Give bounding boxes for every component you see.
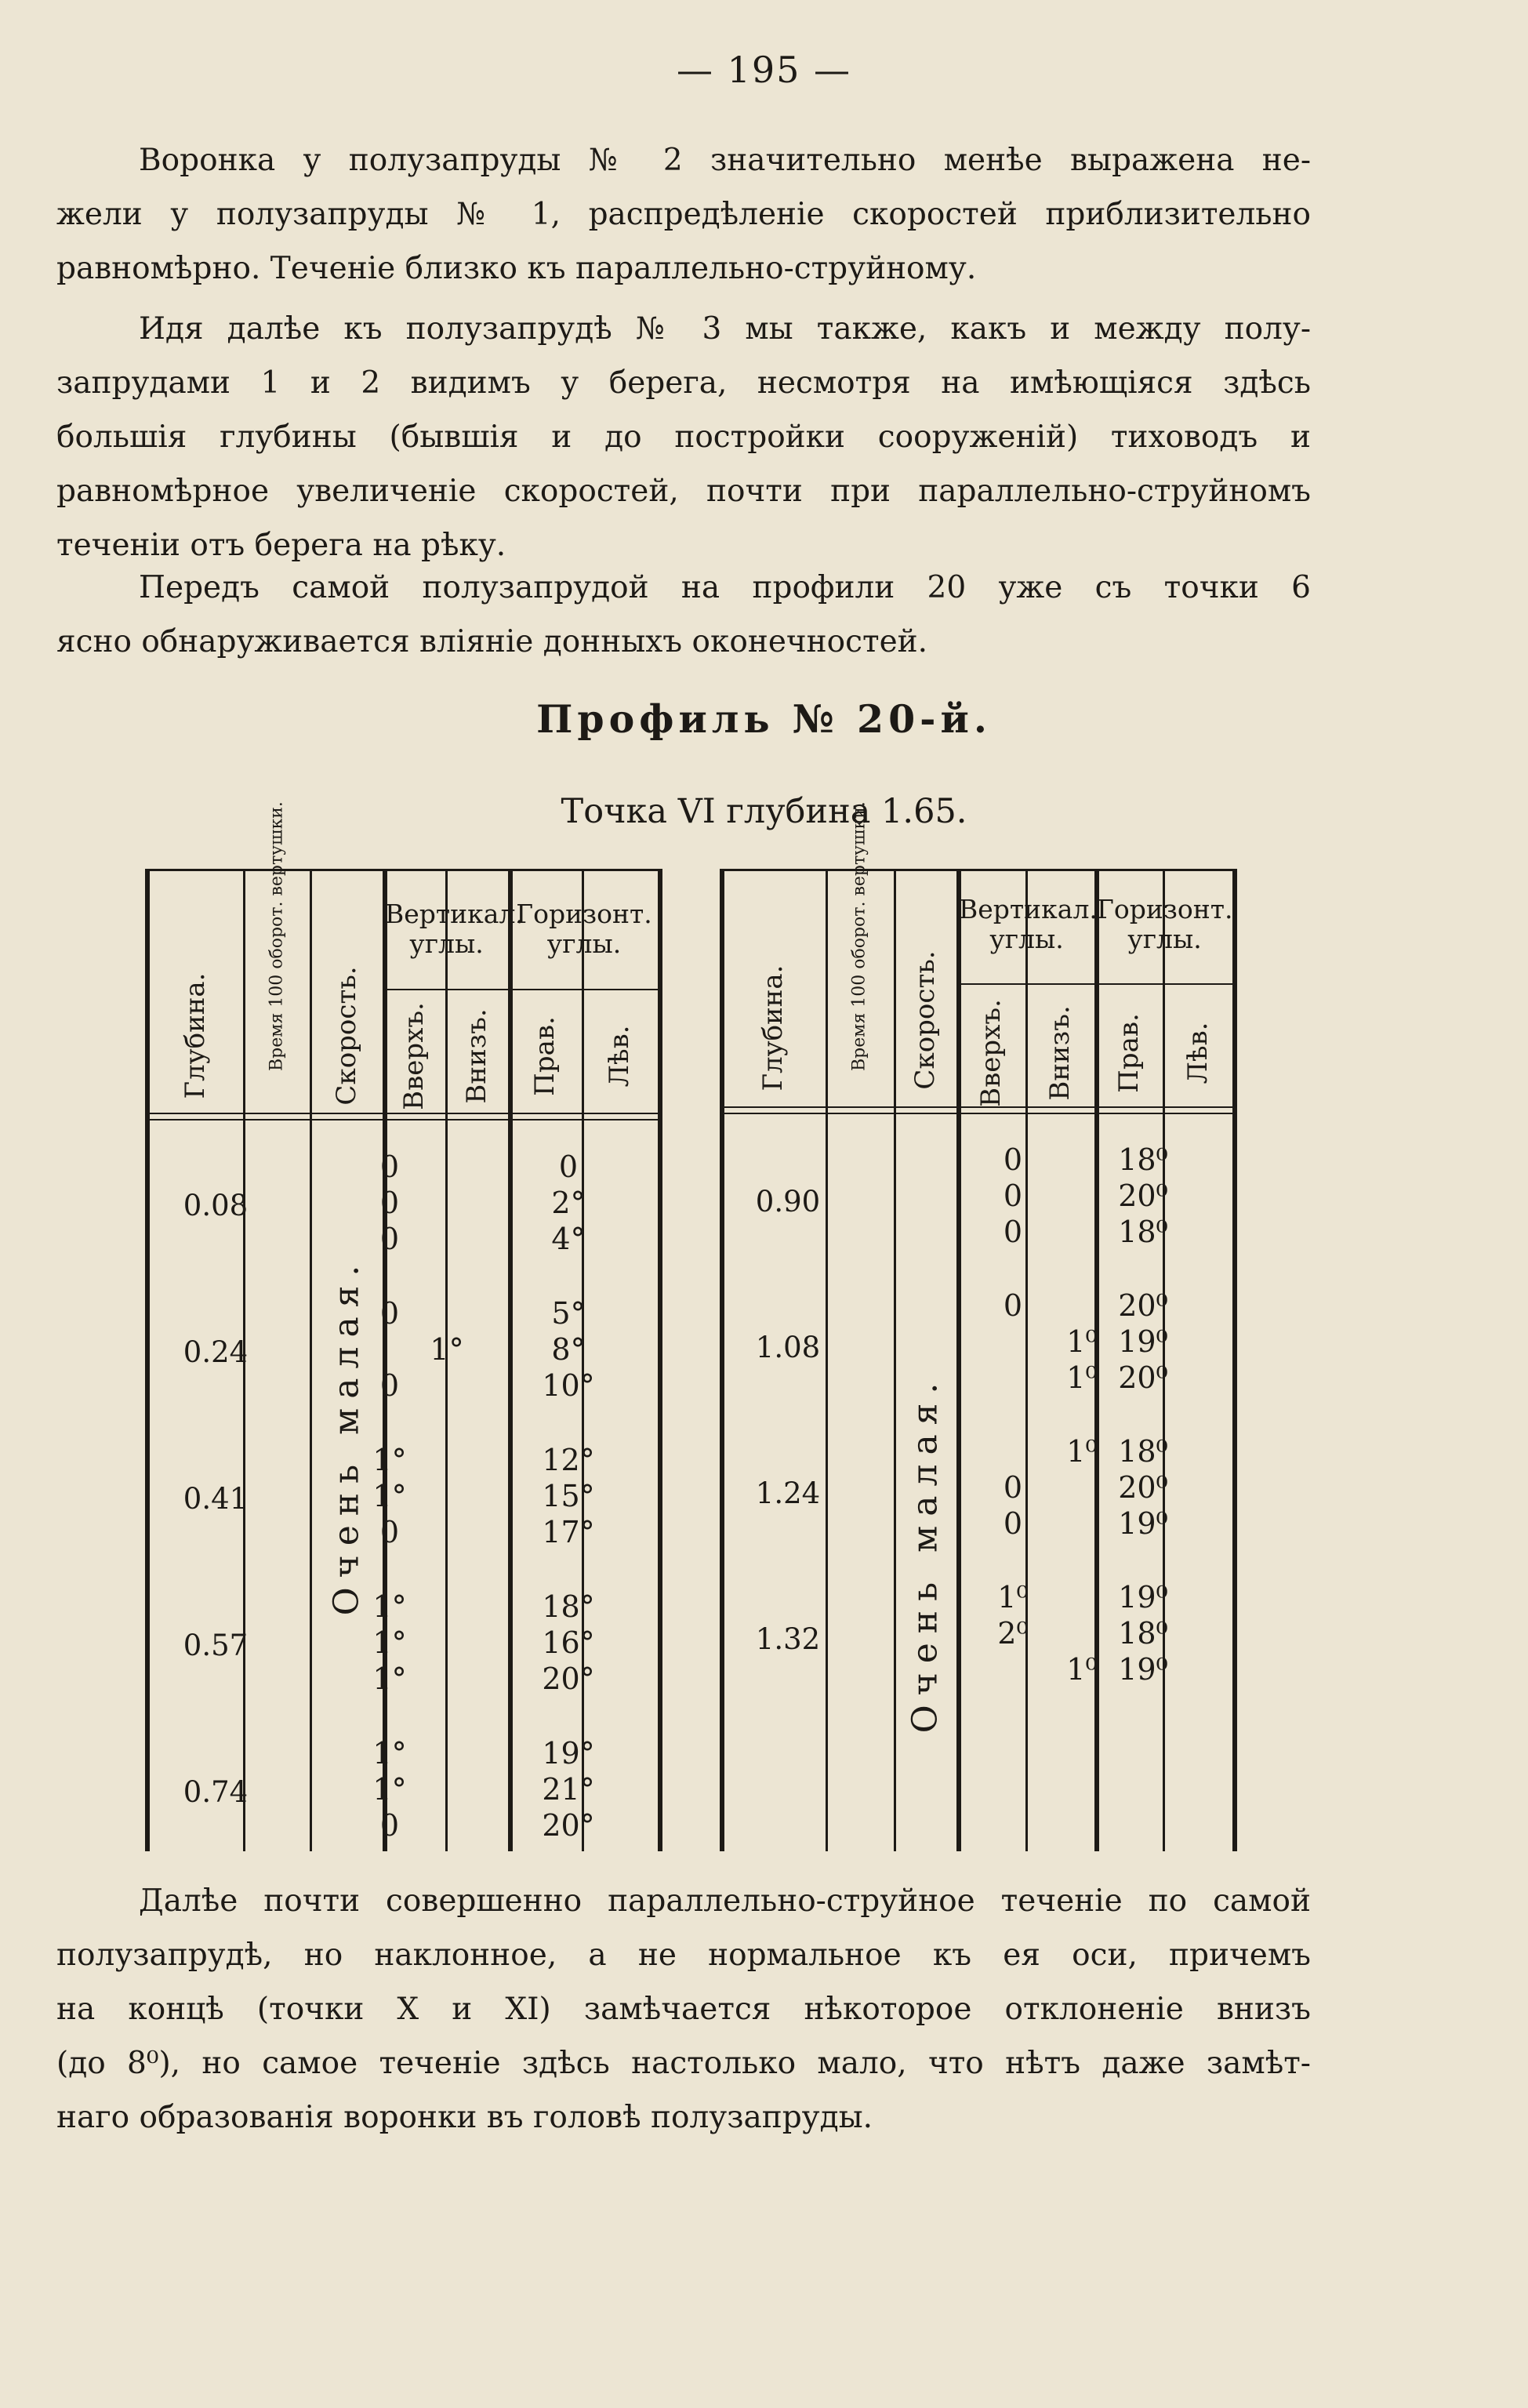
text-line: жели у полузапруды № 1, распредѣленіе скоростей приблизительно xyxy=(56,197,1311,232)
text-line: Воронка у полузапруды № 2 значительно менѣе выражена не- xyxy=(139,143,1311,178)
text-line: Далѣе почти совершенно параллельно-струйное теченіе по самой xyxy=(139,1883,1311,1919)
cell-depth: 0.41 xyxy=(183,1482,249,1516)
text-line: (до 8⁰), но самое теченіе здѣсь настолько мало, что нѣтъ даже замѣт- xyxy=(56,2046,1311,2081)
cell-horizontal-right: 4° xyxy=(551,1222,586,1256)
header-right: Прав. xyxy=(1113,1013,1145,1093)
cell-depth: 1.24 xyxy=(755,1476,821,1510)
cell-vertical-down: 1⁰ xyxy=(1066,1324,1098,1359)
cell-depth: 0.90 xyxy=(755,1185,821,1219)
cell-horizontal-right: 5° xyxy=(551,1296,586,1331)
text-line: равномѣрно. Теченіе близко къ параллельно-струйному. xyxy=(56,251,977,286)
cell-horizontal-right: 18⁰ xyxy=(1118,1142,1168,1177)
text-line: Идя далѣе къ полузапрудѣ № 3 мы также, какъ и между полу- xyxy=(139,311,1311,347)
header-horizontal: Горизонт. углы. xyxy=(1097,894,1233,954)
header-time: Время 100 оборот. вертушки. xyxy=(849,801,869,1071)
header-down: Внизъ. xyxy=(1044,1005,1076,1101)
text-line: наго образованія воронки въ головѣ полузапруды. xyxy=(56,2100,873,2135)
cell-horizontal-right: 20⁰ xyxy=(1118,1360,1168,1395)
cell-vertical-up: 2⁰ xyxy=(997,1616,1029,1651)
cell-horizontal-right: 20⁰ xyxy=(1118,1288,1168,1323)
cell-vertical-up: 0 xyxy=(1003,1288,1023,1323)
header-up: Вверхъ. xyxy=(398,1002,430,1110)
cell-vertical-up: 0 xyxy=(379,1150,400,1184)
cell-depth: 0.57 xyxy=(183,1629,249,1662)
cell-horizontal-right: 19° xyxy=(542,1736,595,1771)
cell-horizontal-right: 18⁰ xyxy=(1118,1434,1168,1469)
cell-vertical-down: 1⁰ xyxy=(1066,1652,1098,1687)
cell-horizontal-right: 2° xyxy=(551,1186,586,1220)
cell-horizontal-right: 19⁰ xyxy=(1118,1506,1168,1541)
cell-vertical-down: 1⁰ xyxy=(1066,1434,1098,1469)
paragraph-2 xyxy=(56,302,1311,572)
cell-depth: 0.08 xyxy=(183,1189,249,1222)
cell-vertical-down: 1° xyxy=(430,1332,464,1367)
header-speed: Скорость. xyxy=(909,950,941,1090)
cell-horizontal-right: 8° xyxy=(551,1332,586,1367)
cell-horizontal-right: 19⁰ xyxy=(1118,1580,1168,1614)
cell-vertical-up: 0 xyxy=(1003,1215,1023,1249)
header-depth: Глубина. xyxy=(757,964,789,1091)
cell-vertical-up: 1° xyxy=(372,1662,407,1696)
cell-vertical-up: 1° xyxy=(372,1443,407,1477)
text-line: ясно обнаруживается вліяніе донныхъ оконечностей. xyxy=(56,624,928,659)
paragraph-1 xyxy=(56,133,1311,296)
text-line: запрудами 1 и 2 видимъ у берега, несмотря на имѣющіяся здѣсь xyxy=(56,365,1311,401)
text-line: на концѣ (точки X и XI) замѣчается нѣкоторое отклоненіе внизъ xyxy=(56,1992,1311,2027)
cell-horizontal-right: 20° xyxy=(542,1808,595,1843)
cell-horizontal-right: 12° xyxy=(542,1443,595,1477)
header-right: Прав. xyxy=(529,1016,561,1096)
cell-horizontal-right: 17° xyxy=(542,1515,595,1549)
cell-horizontal-right: 20⁰ xyxy=(1118,1179,1168,1213)
header-time: Время 100 оборот. вертушки. xyxy=(267,801,287,1071)
cell-vertical-up: 0 xyxy=(1003,1142,1023,1177)
header-depth: Глубина. xyxy=(180,972,211,1099)
cell-horizontal-right: 18⁰ xyxy=(1118,1616,1168,1651)
text-line: большія глубины (бывшія и до постройки сооруженій) тиховодъ и xyxy=(56,419,1311,455)
cell-horizontal-right: 19⁰ xyxy=(1118,1324,1168,1359)
cell-vertical-up: 0 xyxy=(379,1296,400,1331)
speed-value: Очень малая. xyxy=(326,1255,367,1616)
cell-vertical-up: 1° xyxy=(372,1736,407,1771)
cell-vertical-up: 0 xyxy=(1003,1470,1023,1505)
cell-horizontal-right: 20⁰ xyxy=(1118,1470,1168,1505)
right-table xyxy=(720,801,1237,1851)
speed-value: Очень малая. xyxy=(905,1373,945,1734)
header-vertical: Вертикал. углы. xyxy=(385,899,524,959)
cell-vertical-up: 1⁰ xyxy=(997,1580,1029,1614)
cell-depth: 1.32 xyxy=(755,1622,821,1656)
text-line: полузапрудѣ, но наклонное, а не нормальное къ ея оси, причемъ xyxy=(56,1938,1311,1973)
cell-vertical-up: 1° xyxy=(372,1589,407,1624)
cell-horizontal-right: 16° xyxy=(542,1625,595,1660)
header-up: Вверхъ. xyxy=(975,999,1007,1107)
page-number: — 195 — xyxy=(676,49,852,91)
cell-vertical-up: 0 xyxy=(1003,1179,1023,1213)
cell-horizontal-right: 18⁰ xyxy=(1118,1215,1168,1249)
header-left: Лѣв. xyxy=(604,1025,635,1088)
paragraph-4 xyxy=(56,1874,1311,2145)
text-line: теченіи отъ берега на рѣку. xyxy=(56,528,506,563)
cell-horizontal-right: 10° xyxy=(542,1368,595,1403)
cell-vertical-down: 1⁰ xyxy=(1066,1360,1098,1395)
header-down: Внизъ. xyxy=(461,1008,492,1104)
cell-horizontal-right: 15° xyxy=(542,1479,595,1513)
cell-depth: 0.24 xyxy=(183,1335,249,1369)
paragraph-3 xyxy=(56,561,1311,669)
cell-vertical-up: 1° xyxy=(372,1479,407,1513)
text-line: равномѣрное увеличеніе скоростей, почти при параллельно-струйномъ xyxy=(56,474,1311,509)
cell-vertical-up: 0 xyxy=(379,1808,400,1843)
header-vertical: Вертикал. углы. xyxy=(959,894,1098,954)
cell-vertical-up: 0 xyxy=(1003,1506,1023,1541)
left-table xyxy=(145,801,662,1851)
cell-horizontal-right: 20° xyxy=(542,1662,595,1696)
header-horizontal: Горизонт. углы. xyxy=(516,899,652,959)
cell-horizontal-right: 21° xyxy=(542,1772,595,1807)
header-speed: Скорость. xyxy=(331,966,362,1106)
cell-horizontal-right: 0 xyxy=(558,1150,579,1184)
text-line: Передъ самой полузапрудой на профили 20 уже съ точки 6 xyxy=(139,570,1311,605)
cell-vertical-up: 1° xyxy=(372,1625,407,1660)
cell-vertical-up: 1° xyxy=(372,1772,407,1807)
cell-vertical-up: 0 xyxy=(379,1368,400,1403)
cell-horizontal-right: 19⁰ xyxy=(1118,1652,1168,1687)
cell-horizontal-right: 18° xyxy=(542,1589,595,1624)
section-title: Профиль № 20-й. xyxy=(536,696,992,742)
cell-vertical-up: 0 xyxy=(379,1515,400,1549)
cell-depth: 0.74 xyxy=(183,1775,249,1809)
cell-vertical-up: 0 xyxy=(379,1222,400,1256)
cell-vertical-up: 0 xyxy=(379,1186,400,1220)
section-subtitle: Точка VI глубина 1.65. xyxy=(561,792,967,831)
cell-depth: 1.08 xyxy=(755,1331,821,1364)
header-left: Лѣв. xyxy=(1182,1022,1214,1084)
